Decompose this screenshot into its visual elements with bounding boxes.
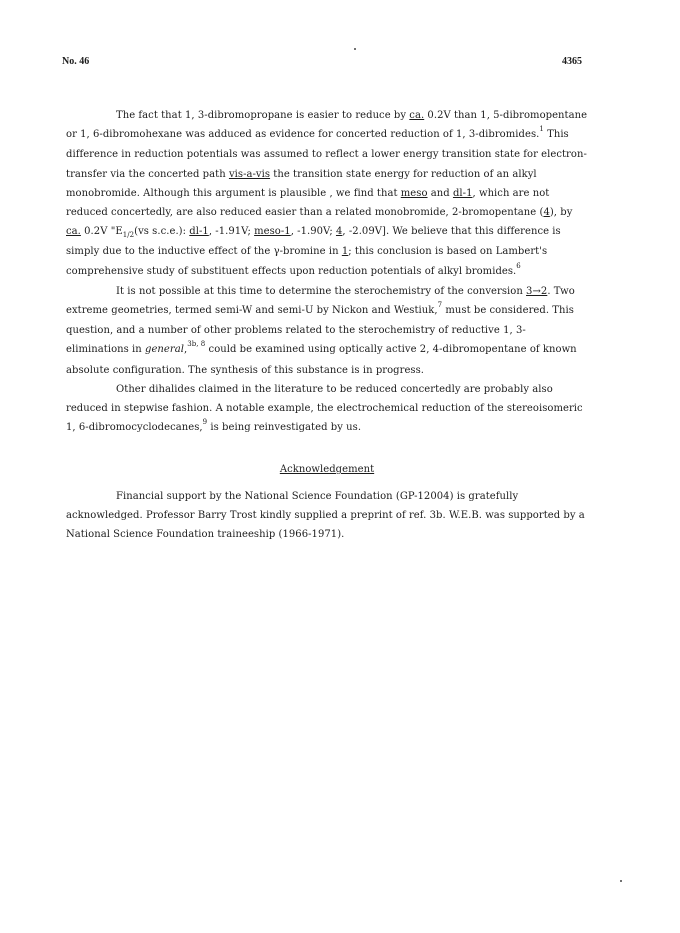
underlined-text: vis-a-vis bbox=[228, 168, 271, 180]
underlined-text: dl-1 bbox=[452, 187, 473, 199]
underlined-text: 4 bbox=[543, 207, 550, 219]
text-run: and bbox=[427, 187, 453, 199]
paragraph-3 bbox=[66, 380, 588, 439]
text-run: Other dihalides claimed in the literature to be reduced concertedly are probably also reduced in stepwise fashion. A notable example, the electrochemical reduction of the stereoisomeric 1, 6-dibromocyclodecanes, bbox=[66, 383, 583, 434]
text-run: general bbox=[145, 344, 184, 356]
text-run: . Two extreme geometries, termed semi-W and semi-U by Nickon and Westiuk, bbox=[66, 285, 575, 317]
underlined-text: ca. bbox=[409, 110, 425, 121]
text-run: It is not possible at this time to determine the sterochemistry of the conversion bbox=[116, 285, 527, 297]
underlined-text: 4 bbox=[335, 226, 343, 238]
text-run: must be considered. This question, and a number of other problems related to the sterochemistry of reductive 1, 3-eliminations in bbox=[66, 305, 574, 356]
article-body bbox=[66, 106, 588, 544]
scan-speck bbox=[620, 880, 622, 882]
superscript: 7 bbox=[437, 301, 443, 310]
page-header bbox=[62, 56, 582, 67]
superscript: 3b, 8 bbox=[187, 340, 206, 349]
acknowledgement-heading: Acknowledgement bbox=[279, 464, 375, 476]
superscript: 1 bbox=[539, 125, 544, 134]
paragraph-1 bbox=[66, 106, 588, 282]
paragraph-2 bbox=[66, 282, 588, 380]
text-run: ), by bbox=[549, 207, 573, 219]
text-run: , -2.09V]. We believe that this difference is simply due to the inductive effect of the γ-bromine in bbox=[66, 226, 561, 258]
underlined-text: 1 bbox=[341, 246, 349, 258]
underlined-text: meso bbox=[400, 187, 428, 199]
text-run: , -1.91V; bbox=[208, 226, 255, 238]
text-run: could be examined using optically active 2, 4-dibromopentane of known absolute configuration. The synthesis of this substance is in progress. bbox=[66, 344, 577, 376]
subscript: 1/2 bbox=[122, 231, 135, 240]
text-run: , bbox=[183, 344, 188, 356]
underlined-text: ca. bbox=[66, 226, 81, 238]
superscript: 6 bbox=[516, 261, 521, 270]
text-run: The fact that 1, 3-dibromopropane is easier to reduce by bbox=[116, 110, 410, 121]
underlined-text: 3→2 bbox=[526, 285, 548, 297]
page-number: 4365 bbox=[562, 56, 582, 67]
text-run: This difference in reduction potentials was assumed to reflect a lower energy transition state for electron-transfer via the concerted path bbox=[66, 129, 587, 180]
text-run: , which are not reduced concertedly, are also reduced easier than a related monobromide, 2-bromopentane ( bbox=[66, 187, 550, 219]
scan-speck bbox=[354, 48, 356, 50]
text-run: , -1.90V; bbox=[290, 226, 336, 238]
text-run: is being reinvestigated by us. bbox=[207, 422, 362, 434]
text-run: (vs s.c.e.): bbox=[134, 226, 190, 238]
underlined-text: dl-1 bbox=[189, 226, 209, 238]
text-run: 0.2V "E bbox=[80, 226, 123, 238]
underlined-text: meso-1 bbox=[254, 226, 291, 238]
text-run: ; this conclusion is based on Lambert's comprehensive study of substituent effects upon reduction potentials of alkyl bromides. bbox=[66, 246, 548, 277]
acknowledgement-text: Financial support by the National Science Foundation (GP-12004) is gratefully acknowledged. Professor Barry Trost kindly supplied a preprint of ref. 3b. W.E.B. was supported by a National Science Foundation traineeship (1966-1971). bbox=[66, 490, 585, 541]
text-run: 0.2V than 1, 5-dibromopentane or 1, 6-dibromohexane was adduced as evidence for concerted reduction of 1, 3-dibromides. bbox=[66, 110, 588, 141]
text-run: the transition state energy for reduction of an alkyl monobromide. Although this argument is plausible , we find that bbox=[66, 168, 537, 199]
journal-number: No. 46 bbox=[62, 56, 90, 67]
superscript: 9 bbox=[202, 418, 208, 427]
